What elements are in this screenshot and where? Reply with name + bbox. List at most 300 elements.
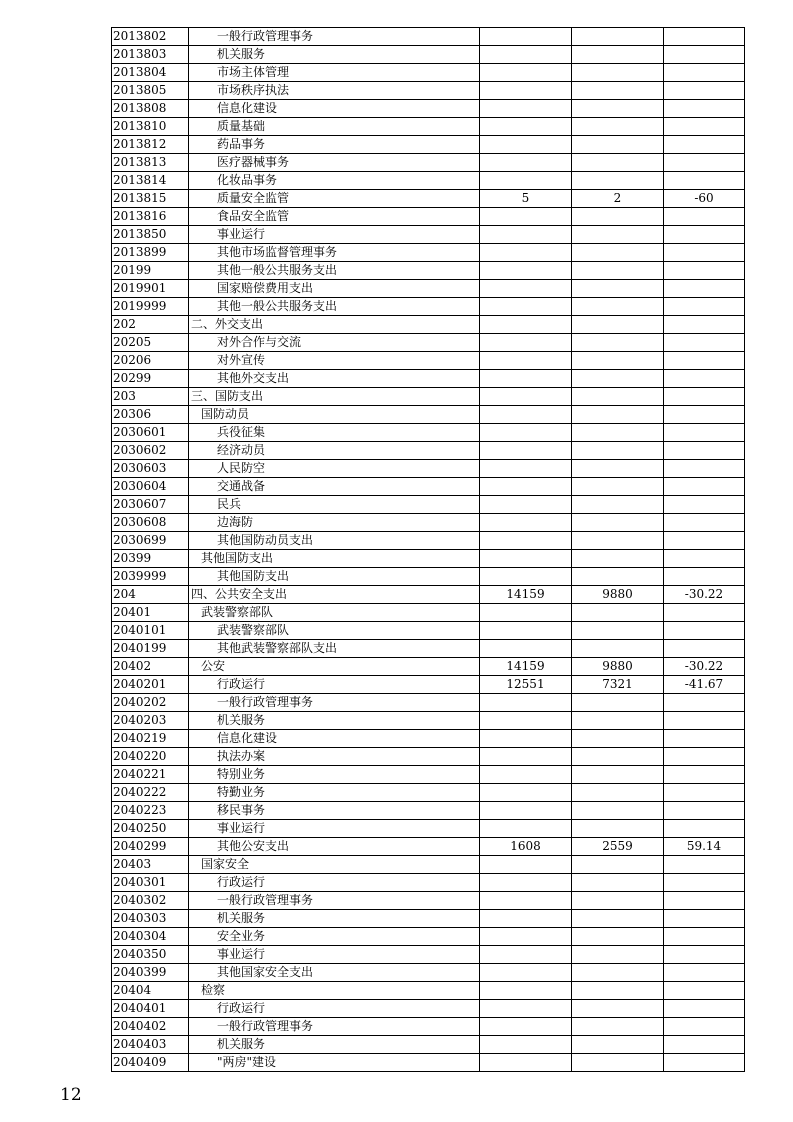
name-cell: 其他一般公共服务支出 — [189, 298, 480, 316]
table-row — [112, 532, 745, 550]
value-cell-3 — [664, 1054, 745, 1072]
value-cell-3 — [664, 442, 745, 460]
value-cell-3 — [664, 532, 745, 550]
name-cell: 交通战备 — [189, 478, 480, 496]
table-row — [112, 640, 745, 658]
name-cell: 武装警察部队 — [189, 622, 480, 640]
value-cell-2 — [572, 1054, 664, 1072]
code-cell: 2040101 — [112, 622, 189, 640]
value-cell-1 — [480, 622, 572, 640]
table-row — [112, 874, 745, 892]
value-cell-2 — [572, 640, 664, 658]
value-cell-2 — [572, 784, 664, 802]
value-cell-3: -30.22 — [664, 586, 745, 604]
value-cell-2 — [572, 1000, 664, 1018]
table-row — [112, 838, 745, 856]
table-row — [112, 406, 745, 424]
value-cell-1 — [480, 946, 572, 964]
name-cell: 化妆品事务 — [189, 172, 480, 190]
value-cell-3 — [664, 928, 745, 946]
code-cell: 2040403 — [112, 1036, 189, 1054]
value-cell-1 — [480, 280, 572, 298]
code-cell: 20404 — [112, 982, 189, 1000]
table-row — [112, 712, 745, 730]
value-cell-2 — [572, 442, 664, 460]
code-cell: 20401 — [112, 604, 189, 622]
table-row — [112, 946, 745, 964]
table-row — [112, 784, 745, 802]
name-cell: 质量安全监管 — [189, 190, 480, 208]
value-cell-1 — [480, 604, 572, 622]
value-cell-2 — [572, 532, 664, 550]
value-cell-3 — [664, 856, 745, 874]
value-cell-2 — [572, 946, 664, 964]
name-cell: 信息化建设 — [189, 100, 480, 118]
name-cell: 一般行政管理事务 — [189, 892, 480, 910]
value-cell-3 — [664, 208, 745, 226]
value-cell-1 — [480, 568, 572, 586]
table-row — [112, 1054, 745, 1072]
table-row — [112, 694, 745, 712]
name-cell: 移民事务 — [189, 802, 480, 820]
value-cell-3 — [664, 118, 745, 136]
name-cell: 执法办案 — [189, 748, 480, 766]
value-cell-1 — [480, 766, 572, 784]
code-cell: 2040350 — [112, 946, 189, 964]
value-cell-2 — [572, 82, 664, 100]
value-cell-3 — [664, 28, 745, 46]
value-cell-1: 14159 — [480, 658, 572, 676]
table-row — [112, 442, 745, 460]
value-cell-1 — [480, 748, 572, 766]
name-cell: 边海防 — [189, 514, 480, 532]
code-cell: 20306 — [112, 406, 189, 424]
value-cell-3 — [664, 136, 745, 154]
value-cell-1 — [480, 964, 572, 982]
name-cell: 检察 — [189, 982, 480, 1000]
value-cell-1 — [480, 244, 572, 262]
value-cell-3 — [664, 1018, 745, 1036]
code-cell: 2013803 — [112, 46, 189, 64]
table-row — [112, 1036, 745, 1054]
code-cell: 2013814 — [112, 172, 189, 190]
table-row — [112, 316, 745, 334]
code-cell: 20206 — [112, 352, 189, 370]
value-cell-2 — [572, 604, 664, 622]
value-cell-2 — [572, 982, 664, 1000]
value-cell-1 — [480, 46, 572, 64]
value-cell-1 — [480, 82, 572, 100]
value-cell-3 — [664, 766, 745, 784]
value-cell-3 — [664, 64, 745, 82]
code-cell: 20402 — [112, 658, 189, 676]
value-cell-1: 5 — [480, 190, 572, 208]
table-row — [112, 46, 745, 64]
name-cell: 国家安全 — [189, 856, 480, 874]
code-cell: 2030601 — [112, 424, 189, 442]
value-cell-1 — [480, 334, 572, 352]
table-row — [112, 514, 745, 532]
name-cell: 人民防空 — [189, 460, 480, 478]
name-cell: 其他国防支出 — [189, 550, 480, 568]
code-cell: 2030608 — [112, 514, 189, 532]
code-cell: 2040401 — [112, 1000, 189, 1018]
code-cell: 2040302 — [112, 892, 189, 910]
value-cell-3 — [664, 604, 745, 622]
value-cell-1 — [480, 712, 572, 730]
code-cell: 2040203 — [112, 712, 189, 730]
value-cell-3 — [664, 694, 745, 712]
name-cell: 事业运行 — [189, 820, 480, 838]
code-cell: 2040301 — [112, 874, 189, 892]
name-cell: 公安 — [189, 658, 480, 676]
name-cell: 其他国防支出 — [189, 568, 480, 586]
value-cell-1 — [480, 406, 572, 424]
value-cell-3 — [664, 982, 745, 1000]
value-cell-2 — [572, 298, 664, 316]
value-cell-1 — [480, 640, 572, 658]
name-cell: 武装警察部队 — [189, 604, 480, 622]
table-row — [112, 82, 745, 100]
table-row — [112, 604, 745, 622]
name-cell: 市场主体管理 — [189, 64, 480, 82]
value-cell-3 — [664, 154, 745, 172]
code-cell: 2030603 — [112, 460, 189, 478]
value-cell-2 — [572, 892, 664, 910]
code-cell: 2040304 — [112, 928, 189, 946]
value-cell-2 — [572, 730, 664, 748]
value-cell-3 — [664, 1000, 745, 1018]
value-cell-2: 2 — [572, 190, 664, 208]
name-cell: 民兵 — [189, 496, 480, 514]
value-cell-2 — [572, 712, 664, 730]
code-cell: 203 — [112, 388, 189, 406]
value-cell-2 — [572, 496, 664, 514]
table-row — [112, 1018, 745, 1036]
value-cell-3 — [664, 1036, 745, 1054]
name-cell: 食品安全监管 — [189, 208, 480, 226]
value-cell-2 — [572, 622, 664, 640]
value-cell-3 — [664, 730, 745, 748]
code-cell: 2019999 — [112, 298, 189, 316]
table-row — [112, 424, 745, 442]
value-cell-2 — [572, 64, 664, 82]
code-cell: 2019901 — [112, 280, 189, 298]
value-cell-1 — [480, 28, 572, 46]
table-row — [112, 748, 745, 766]
value-cell-3 — [664, 874, 745, 892]
table-row — [112, 28, 745, 46]
value-cell-3 — [664, 640, 745, 658]
value-cell-2 — [572, 100, 664, 118]
code-cell: 20199 — [112, 262, 189, 280]
value-cell-1 — [480, 514, 572, 532]
value-cell-2 — [572, 28, 664, 46]
value-cell-2 — [572, 172, 664, 190]
table-row — [112, 262, 745, 280]
value-cell-3 — [664, 622, 745, 640]
name-cell: 其他外交支出 — [189, 370, 480, 388]
name-cell: 事业运行 — [189, 946, 480, 964]
table-row — [112, 478, 745, 496]
value-cell-2 — [572, 820, 664, 838]
code-cell: 2040220 — [112, 748, 189, 766]
value-cell-1 — [480, 928, 572, 946]
value-cell-2 — [572, 244, 664, 262]
value-cell-1 — [480, 298, 572, 316]
value-cell-1 — [480, 370, 572, 388]
value-cell-3 — [664, 478, 745, 496]
value-cell-1 — [480, 910, 572, 928]
code-cell: 2040409 — [112, 1054, 189, 1072]
code-cell: 2040399 — [112, 964, 189, 982]
code-cell: 202 — [112, 316, 189, 334]
code-cell: 2040219 — [112, 730, 189, 748]
name-cell: 其他国家安全支出 — [189, 964, 480, 982]
value-cell-2 — [572, 334, 664, 352]
value-cell-1 — [480, 154, 572, 172]
table-body — [112, 28, 745, 1072]
value-cell-2 — [572, 226, 664, 244]
value-cell-3 — [664, 712, 745, 730]
name-cell: 一般行政管理事务 — [189, 694, 480, 712]
value-cell-1 — [480, 100, 572, 118]
table-row — [112, 982, 745, 1000]
value-cell-1 — [480, 1036, 572, 1054]
value-cell-1 — [480, 478, 572, 496]
value-cell-3 — [664, 820, 745, 838]
table-row — [112, 388, 745, 406]
table-row — [112, 208, 745, 226]
value-cell-3 — [664, 280, 745, 298]
value-cell-1 — [480, 118, 572, 136]
value-cell-2 — [572, 928, 664, 946]
value-cell-2 — [572, 1018, 664, 1036]
name-cell: 特勤业务 — [189, 784, 480, 802]
code-cell: 204 — [112, 586, 189, 604]
code-cell: 2013808 — [112, 100, 189, 118]
value-cell-3: 59.14 — [664, 838, 745, 856]
value-cell-1 — [480, 1054, 572, 1072]
value-cell-3 — [664, 748, 745, 766]
value-cell-1 — [480, 532, 572, 550]
code-cell: 2039999 — [112, 568, 189, 586]
code-cell: 2030604 — [112, 478, 189, 496]
table-row — [112, 586, 745, 604]
code-cell: 2013816 — [112, 208, 189, 226]
code-cell: 2013899 — [112, 244, 189, 262]
table-row — [112, 100, 745, 118]
value-cell-3 — [664, 334, 745, 352]
code-cell: 2040299 — [112, 838, 189, 856]
value-cell-1 — [480, 262, 572, 280]
code-cell: 2030602 — [112, 442, 189, 460]
value-cell-3 — [664, 226, 745, 244]
table-row — [112, 658, 745, 676]
code-cell: 2013805 — [112, 82, 189, 100]
code-cell: 20205 — [112, 334, 189, 352]
table-row — [112, 190, 745, 208]
table-row — [112, 550, 745, 568]
value-cell-1 — [480, 64, 572, 82]
code-cell: 2013802 — [112, 28, 189, 46]
code-cell: 2040303 — [112, 910, 189, 928]
name-cell: 国家赔偿费用支出 — [189, 280, 480, 298]
table-row — [112, 568, 745, 586]
value-cell-1 — [480, 874, 572, 892]
value-cell-3: -60 — [664, 190, 745, 208]
value-cell-2 — [572, 514, 664, 532]
value-cell-3 — [664, 802, 745, 820]
table-row — [112, 334, 745, 352]
value-cell-2 — [572, 766, 664, 784]
table-row — [112, 676, 745, 694]
code-cell: 2040199 — [112, 640, 189, 658]
table-row — [112, 226, 745, 244]
table-row — [112, 244, 745, 262]
value-cell-2 — [572, 388, 664, 406]
value-cell-1 — [480, 694, 572, 712]
value-cell-2 — [572, 406, 664, 424]
name-cell: 经济动员 — [189, 442, 480, 460]
value-cell-3 — [664, 352, 745, 370]
value-cell-2 — [572, 964, 664, 982]
value-cell-2 — [572, 118, 664, 136]
table-row — [112, 622, 745, 640]
value-cell-2 — [572, 694, 664, 712]
value-cell-2: 9880 — [572, 586, 664, 604]
value-cell-3 — [664, 460, 745, 478]
name-cell: 信息化建设 — [189, 730, 480, 748]
value-cell-1: 14159 — [480, 586, 572, 604]
value-cell-1 — [480, 1000, 572, 1018]
value-cell-2: 7321 — [572, 676, 664, 694]
value-cell-2 — [572, 874, 664, 892]
value-cell-3 — [664, 370, 745, 388]
name-cell: 对外合作与交流 — [189, 334, 480, 352]
value-cell-1 — [480, 388, 572, 406]
code-cell: 2013815 — [112, 190, 189, 208]
table-row — [112, 1000, 745, 1018]
value-cell-2 — [572, 262, 664, 280]
code-cell: 20403 — [112, 856, 189, 874]
code-cell: 2013812 — [112, 136, 189, 154]
table-row — [112, 280, 745, 298]
table-row — [112, 136, 745, 154]
code-cell: 2013804 — [112, 64, 189, 82]
value-cell-3 — [664, 262, 745, 280]
value-cell-1 — [480, 784, 572, 802]
code-cell: 2030699 — [112, 532, 189, 550]
value-cell-1 — [480, 460, 572, 478]
code-cell: 2040402 — [112, 1018, 189, 1036]
value-cell-1 — [480, 496, 572, 514]
code-cell: 2040201 — [112, 676, 189, 694]
table-row — [112, 910, 745, 928]
value-cell-3 — [664, 496, 745, 514]
value-cell-2 — [572, 46, 664, 64]
value-cell-2 — [572, 550, 664, 568]
code-cell: 2040250 — [112, 820, 189, 838]
value-cell-3 — [664, 568, 745, 586]
name-cell: 安全业务 — [189, 928, 480, 946]
name-cell: 市场秩序执法 — [189, 82, 480, 100]
value-cell-3 — [664, 514, 745, 532]
value-cell-1 — [480, 424, 572, 442]
value-cell-1 — [480, 730, 572, 748]
value-cell-1 — [480, 136, 572, 154]
value-cell-2 — [572, 136, 664, 154]
value-cell-1: 1608 — [480, 838, 572, 856]
value-cell-2: 9880 — [572, 658, 664, 676]
name-cell: 一般行政管理事务 — [189, 1018, 480, 1036]
name-cell: 机关服务 — [189, 46, 480, 64]
value-cell-1 — [480, 982, 572, 1000]
name-cell: 行政运行 — [189, 874, 480, 892]
name-cell: 其他公安支出 — [189, 838, 480, 856]
value-cell-1 — [480, 1018, 572, 1036]
value-cell-3 — [664, 784, 745, 802]
value-cell-3 — [664, 550, 745, 568]
value-cell-2 — [572, 910, 664, 928]
budget-table — [111, 27, 745, 1072]
value-cell-3: -41.67 — [664, 676, 745, 694]
table-row — [112, 964, 745, 982]
value-cell-3 — [664, 964, 745, 982]
code-cell: 2040223 — [112, 802, 189, 820]
name-cell: 机关服务 — [189, 712, 480, 730]
code-cell: 2013810 — [112, 118, 189, 136]
value-cell-2 — [572, 424, 664, 442]
value-cell-1 — [480, 208, 572, 226]
code-cell: 2040221 — [112, 766, 189, 784]
value-cell-1: 12551 — [480, 676, 572, 694]
value-cell-3 — [664, 316, 745, 334]
name-cell: 对外宣传 — [189, 352, 480, 370]
value-cell-2 — [572, 316, 664, 334]
name-cell: 三、国防支出 — [189, 388, 480, 406]
name-cell: 特别业务 — [189, 766, 480, 784]
table-row — [112, 856, 745, 874]
value-cell-3 — [664, 172, 745, 190]
value-cell-3: -30.22 — [664, 658, 745, 676]
table-row — [112, 370, 745, 388]
value-cell-2 — [572, 1036, 664, 1054]
value-cell-2: 2559 — [572, 838, 664, 856]
table-row — [112, 766, 745, 784]
value-cell-2 — [572, 460, 664, 478]
table-row — [112, 352, 745, 370]
name-cell: 行政运行 — [189, 676, 480, 694]
table-row — [112, 820, 745, 838]
code-cell: 2030607 — [112, 496, 189, 514]
name-cell: "两房"建设 — [189, 1054, 480, 1072]
value-cell-2 — [572, 478, 664, 496]
code-cell: 2013813 — [112, 154, 189, 172]
table-row — [112, 730, 745, 748]
name-cell: 机关服务 — [189, 1036, 480, 1054]
value-cell-2 — [572, 154, 664, 172]
code-cell: 2013850 — [112, 226, 189, 244]
value-cell-1 — [480, 856, 572, 874]
table-row — [112, 802, 745, 820]
name-cell: 国防动员 — [189, 406, 480, 424]
value-cell-3 — [664, 388, 745, 406]
value-cell-2 — [572, 568, 664, 586]
name-cell: 一般行政管理事务 — [189, 28, 480, 46]
code-cell: 20299 — [112, 370, 189, 388]
name-cell: 兵役征集 — [189, 424, 480, 442]
